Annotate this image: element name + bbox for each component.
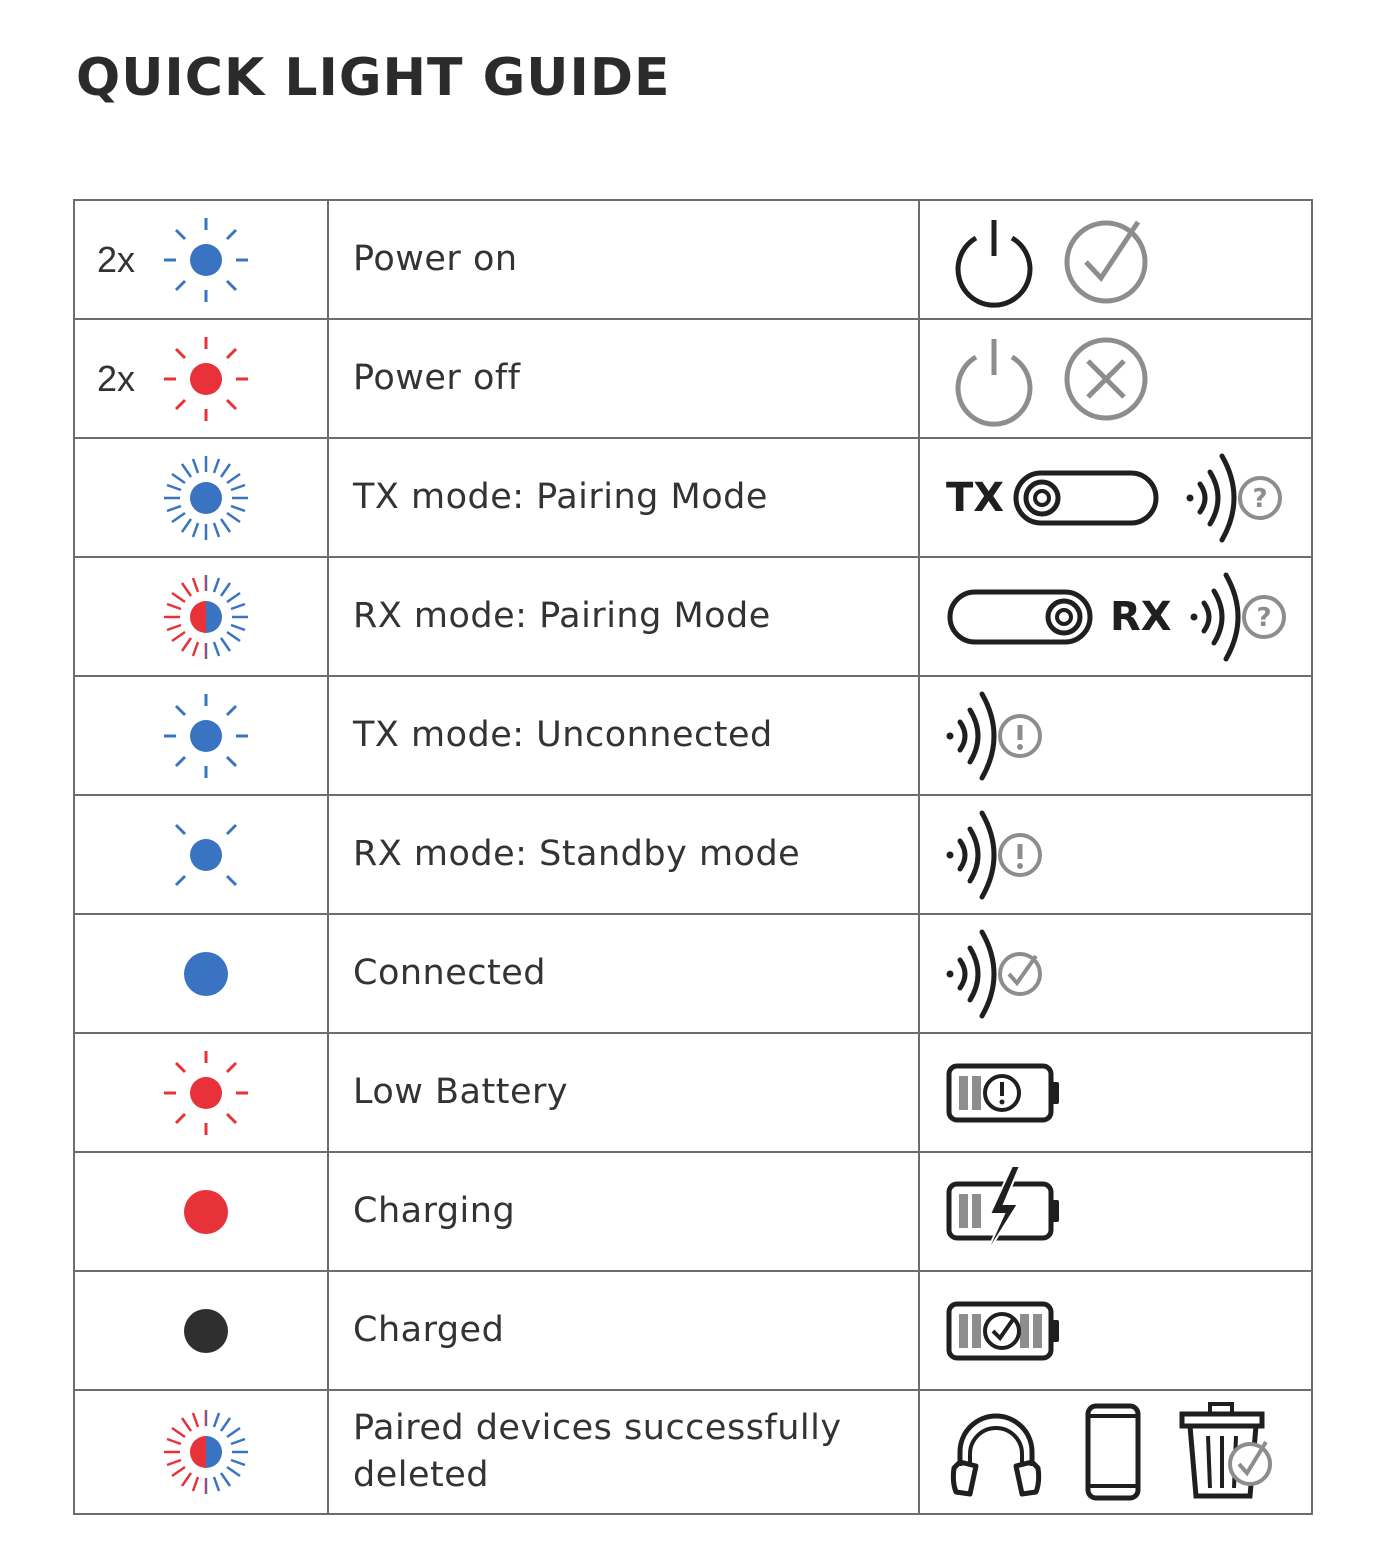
light-cell xyxy=(74,1271,328,1390)
battery-full-check-icon xyxy=(946,1296,1066,1366)
icon-cell xyxy=(919,914,1312,1033)
red-solid-icon xyxy=(161,1167,251,1257)
row-label: Low Battery xyxy=(328,1033,919,1152)
light-cell xyxy=(74,914,328,1033)
table-row xyxy=(74,1271,1312,1390)
light-cell xyxy=(74,557,328,676)
table-row xyxy=(74,438,1312,557)
light-cell xyxy=(74,438,328,557)
row-label: RX mode: Standby mode xyxy=(328,795,919,914)
row-label: RX mode: Pairing Mode xyxy=(328,557,919,676)
blink-count: 2x xyxy=(97,238,136,280)
svg-text:?: ? xyxy=(1252,483,1268,514)
blue-slow-blink-icon xyxy=(161,810,251,900)
phone-icon xyxy=(1082,1402,1146,1502)
check-circle-icon xyxy=(1056,212,1156,308)
light-cell xyxy=(74,1033,328,1152)
light-guide-table xyxy=(73,199,1313,1515)
signal-check-icon xyxy=(946,924,1046,1024)
icon-cell xyxy=(919,676,1312,795)
black-solid-icon xyxy=(161,1286,251,1376)
power-icon xyxy=(946,331,1042,427)
row-label: TX mode: Unconnected xyxy=(328,676,919,795)
row-label: Paired devices successfully deleted xyxy=(328,1390,919,1514)
signal-alert-icon xyxy=(946,686,1046,786)
blue-blink-icon xyxy=(161,215,251,305)
rx-label: RX xyxy=(1110,593,1172,640)
icon-cell xyxy=(919,795,1312,914)
red-blink-icon xyxy=(161,1048,251,1138)
light-cell xyxy=(74,200,328,319)
rx-switch-icon xyxy=(946,582,1096,652)
icon-cell xyxy=(919,557,1312,676)
light-cell xyxy=(74,676,328,795)
icon-cell xyxy=(919,319,1312,438)
row-label: Power off xyxy=(328,319,919,438)
blue-fast-blink-icon xyxy=(161,453,251,543)
row-label: Charging xyxy=(328,1152,919,1271)
table-row xyxy=(74,795,1312,914)
tx-label: TX xyxy=(946,474,1005,521)
table-row xyxy=(74,1152,1312,1271)
row-label: Connected xyxy=(328,914,919,1033)
blink-count: 2x xyxy=(97,357,136,399)
light-cell xyxy=(74,795,328,914)
light-cell xyxy=(74,319,328,438)
battery-alert-icon xyxy=(946,1058,1066,1128)
red-blue-fast-blink-icon xyxy=(161,1407,251,1497)
blue-solid-icon xyxy=(161,929,251,1019)
table-row xyxy=(74,1033,1312,1152)
icon-cell xyxy=(919,1033,1312,1152)
light-cell xyxy=(74,1390,328,1514)
table-row xyxy=(74,1390,1312,1514)
table-row xyxy=(74,200,1312,319)
icon-cell xyxy=(919,438,1312,557)
icon-cell xyxy=(919,1390,1312,1514)
table-row xyxy=(74,676,1312,795)
icon-cell xyxy=(919,200,1312,319)
red-blink-icon xyxy=(161,334,251,424)
blue-blink-icon xyxy=(161,691,251,781)
battery-charging-icon xyxy=(946,1164,1066,1260)
trash-check-icon xyxy=(1174,1402,1284,1502)
table-row xyxy=(74,319,1312,438)
page-title: QUICK LIGHT GUIDE xyxy=(76,48,671,108)
icon-cell xyxy=(919,1271,1312,1390)
power-icon xyxy=(946,212,1042,308)
table-row xyxy=(74,557,1312,676)
row-label: TX mode: Pairing Mode xyxy=(328,438,919,557)
signal-question-icon xyxy=(1186,448,1286,548)
light-cell xyxy=(74,1152,328,1271)
signal-question-icon xyxy=(1190,567,1290,667)
svg-text:?: ? xyxy=(1256,602,1272,633)
headphones-icon xyxy=(946,1402,1046,1502)
row-label: Charged xyxy=(328,1271,919,1390)
table-row xyxy=(74,914,1312,1033)
signal-alert-icon xyxy=(946,805,1046,905)
tx-switch-icon xyxy=(1012,463,1162,533)
red-blue-fast-blink-icon xyxy=(161,572,251,662)
row-label: Power on xyxy=(328,200,919,319)
icon-cell xyxy=(919,1152,1312,1271)
x-circle-icon xyxy=(1056,331,1156,427)
